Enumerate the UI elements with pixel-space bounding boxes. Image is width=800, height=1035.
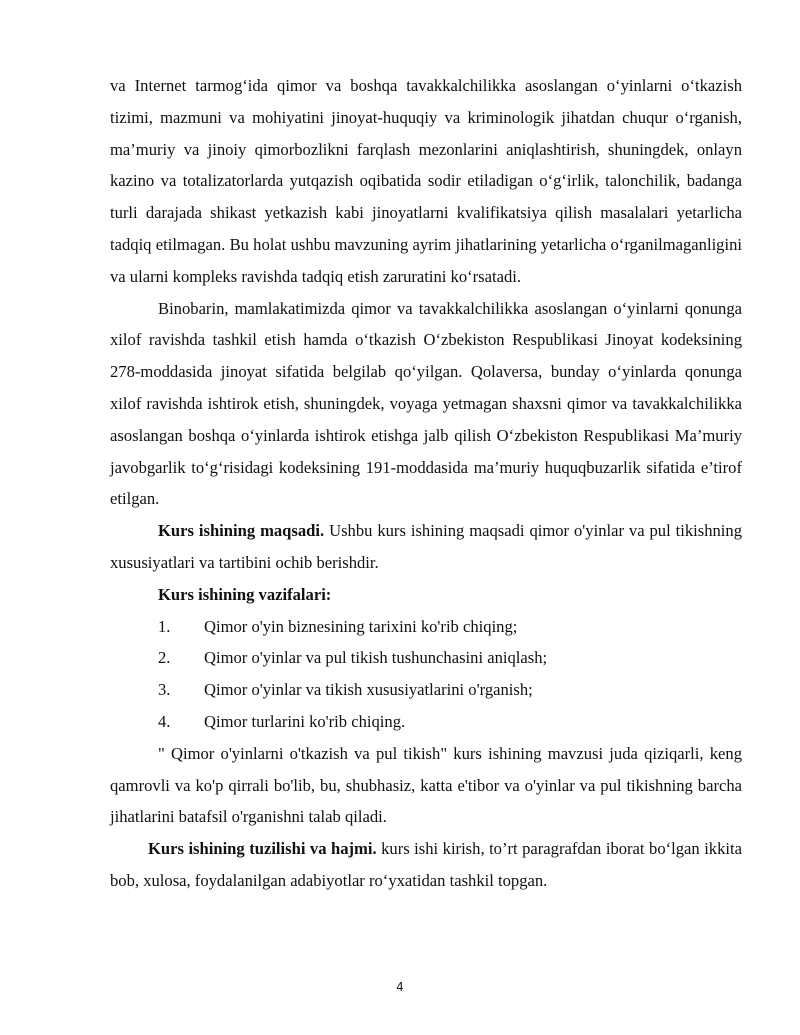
- list-item-text: Qimor o'yin biznesining tarixini ko'rib chiqing;: [204, 616, 518, 636]
- list-item: [110, 706, 742, 738]
- page-number: 4: [396, 980, 404, 994]
- list-item-text: Qimor o'yinlar va tikish xususiyatlarini o'rganish;: [204, 680, 533, 700]
- tasks-heading: Kurs ishining vazifalari:: [158, 584, 332, 604]
- list-item-text: Qimor o'yinlar va pul tikish tushunchasini aniqlash;: [204, 648, 548, 668]
- paragraph-topic: " Qimor o'yinlarni o'tkazish va pul tikish" kurs ishining mavzusi juda qiziqarli, keng qamrovli va ko'p qirrali bo'lib, bu, shubhasiz, katta e'tibor va o'yinlar va pul tikishning barcha jihatlarini batafsil o'rganishni talab qiladi.: [110, 743, 742, 827]
- paragraph-intro-continuation: va Internet tarmog‘ida qimor va boshqa tavakkalchilikka asoslangan o‘yinlarni o‘tkazish tizimi, mazmuni va mohiyatini jinoyat-huquqiy va kriminologik jihatdan chuqur o‘rganish, ma’muriy va jinoiy qimorbozlikni farqlash mezonlarini aniqlashtirish, shuningdek, onlayn kazino va totalizatorlarda yutqazish oqibatida sodir etiladigan o‘g‘irlik, talonchilik, badanga turli darajada shikast yetkazish kabi jinoyatlarni kvalifikatsiya qilish masalalari yetarlicha tadqiq etilmagan. Bu holat ushbu mavzuning ayrim jihatlarining yetarlicha o‘rganilmaganligini va ularni kompleks ravishda tadqiq etish zaruratini ko‘rsatadi.: [110, 76, 742, 286]
- goal-label: Kurs ishining maqsadi.: [158, 521, 325, 541]
- list-item-text: Qimor turlarini ko'rib chiqing.: [204, 711, 406, 731]
- list-item: [110, 611, 742, 643]
- structure-label: Kurs ishining tuzilishi va hajmi.: [148, 839, 377, 859]
- list-item-number: 4.: [158, 711, 171, 731]
- list-item: [110, 674, 742, 706]
- paragraph-goal: [110, 515, 742, 579]
- paragraph-structure: [110, 833, 742, 897]
- paragraph-legal-basis: Binobarin, mamlakatimizda qimor va tavakkalchilikka asoslangan o‘yinlarni qonunga xilof ravishda tashkil etish hamda o‘tkazish O‘zbekiston Respublikasi Jinoyat kodeksining 278-moddasida jinoyat sifatida belgilab qo‘yilgan. Qolaversa, bunday o‘yinlarda qonunga xilof ravishda ishtirok etish, shuningdek, voyaga yetmagan shaxsni qimor va tavakkalchilikka asoslangan boshqa o‘yinlarda ishtirok etishga jalb qilish O‘zbekiston Respublikasi Ma’muriy javobgarlik to‘g‘risidagi kodeksining 191-moddasida ma’muriy huquqbuzarlik sifatida e’tirof etilgan.: [110, 298, 742, 509]
- list-item: [110, 642, 742, 674]
- list-item-number: 1.: [158, 616, 171, 636]
- page-body: [110, 70, 742, 897]
- list-item-number: 3.: [158, 680, 171, 700]
- goal-text: Ushbu kurs ishining maqsadi qimor o'yinlar va pul tikishning xususiyatlari va tartibini ochib berishdir.: [110, 521, 742, 572]
- list-item-number: 2.: [158, 648, 171, 668]
- structure-text: kurs ishi kirish, to’rt paragrafdan iborat bo‘lgan ikkita bob, xulosa, foydalanilgan adabiyotlar ro‘yxatidan tashkil topgan.: [110, 839, 742, 890]
